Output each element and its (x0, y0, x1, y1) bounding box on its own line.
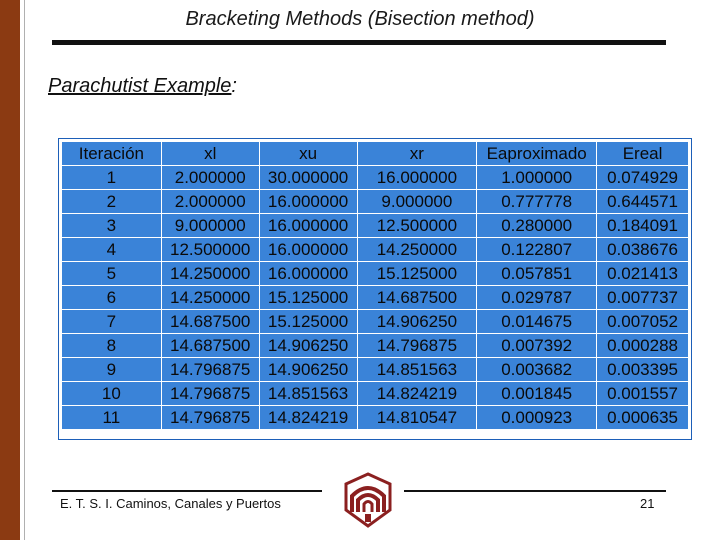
table-row (62, 238, 689, 262)
header-xr: xr (357, 142, 477, 166)
cell-xr: 14.906250 (357, 310, 477, 334)
cell-xr: 14.687500 (357, 286, 477, 310)
cell-xu: 16.000000 (259, 190, 357, 214)
cell-xl: 14.796875 (161, 382, 259, 406)
cell-ereal: 0.007737 (597, 286, 689, 310)
cell-xl: 2.000000 (161, 166, 259, 190)
table-row (62, 286, 689, 310)
cell-xl: 12.500000 (161, 238, 259, 262)
cell-xr: 14.250000 (357, 238, 477, 262)
cell-eaproximado: 0.777778 (477, 190, 597, 214)
cell-iteracion: 11 (62, 406, 162, 430)
cell-iteracion: 2 (62, 190, 162, 214)
cell-ereal: 0.003395 (597, 358, 689, 382)
table-row (62, 382, 689, 406)
header-eaproximado: Eaproximado (477, 142, 597, 166)
cell-xl: 14.250000 (161, 262, 259, 286)
cell-xr: 14.824219 (357, 382, 477, 406)
cell-ereal: 0.007052 (597, 310, 689, 334)
footer-rule-right (404, 490, 666, 492)
table-row (62, 166, 689, 190)
cell-eaproximado: 1.000000 (477, 166, 597, 190)
results-table-frame (58, 138, 692, 440)
table-body (62, 166, 689, 430)
left-accent-bar (0, 0, 20, 540)
cell-iteracion: 5 (62, 262, 162, 286)
cell-xl: 14.796875 (161, 406, 259, 430)
cell-xl: 2.000000 (161, 190, 259, 214)
cell-iteracion: 4 (62, 238, 162, 262)
table-row (62, 406, 689, 430)
table-row (62, 310, 689, 334)
cell-eaproximado: 0.001845 (477, 382, 597, 406)
header-ereal: Ereal (597, 142, 689, 166)
cell-eaproximado: 0.007392 (477, 334, 597, 358)
cell-iteracion: 8 (62, 334, 162, 358)
footer-rule-left (52, 490, 322, 492)
cell-eaproximado: 0.014675 (477, 310, 597, 334)
cell-xu: 14.906250 (259, 358, 357, 382)
cell-iteracion: 9 (62, 358, 162, 382)
table-row (62, 190, 689, 214)
cell-iteracion: 1 (62, 166, 162, 190)
page-number: 21 (640, 496, 655, 511)
cell-xu: 16.000000 (259, 238, 357, 262)
cell-xu: 30.000000 (259, 166, 357, 190)
cell-xr: 12.500000 (357, 214, 477, 238)
cell-eaproximado: 0.057851 (477, 262, 597, 286)
cell-xr: 15.125000 (357, 262, 477, 286)
cell-ereal: 0.021413 (597, 262, 689, 286)
cell-xr: 14.810547 (357, 406, 477, 430)
header-iteracion: Iteración (62, 142, 162, 166)
table-row (62, 214, 689, 238)
cell-xu: 14.906250 (259, 334, 357, 358)
header-xl: xl (161, 142, 259, 166)
university-logo (338, 470, 398, 530)
cell-ereal: 0.184091 (597, 214, 689, 238)
subtitle-text: Parachutist Example (48, 75, 232, 97)
cell-iteracion: 6 (62, 286, 162, 310)
cell-xr: 9.000000 (357, 190, 477, 214)
cell-xu: 16.000000 (259, 262, 357, 286)
table-header-row (62, 142, 689, 166)
cell-ereal: 0.038676 (597, 238, 689, 262)
cell-xu: 14.824219 (259, 406, 357, 430)
cell-xu: 15.125000 (259, 310, 357, 334)
title-rule (52, 40, 666, 45)
cell-xu: 16.000000 (259, 214, 357, 238)
cell-eaproximado: 0.003682 (477, 358, 597, 382)
slide-subtitle (48, 75, 237, 98)
cell-eaproximado: 0.280000 (477, 214, 597, 238)
cell-xl: 14.687500 (161, 334, 259, 358)
cell-eaproximado: 0.029787 (477, 286, 597, 310)
cell-ereal: 0.000635 (597, 406, 689, 430)
cell-xu: 14.851563 (259, 382, 357, 406)
cell-ereal: 0.001557 (597, 382, 689, 406)
cell-iteracion: 7 (62, 310, 162, 334)
left-accent-line (24, 0, 25, 540)
header-xu: xu (259, 142, 357, 166)
cell-xl: 14.687500 (161, 310, 259, 334)
slide-title: Bracketing Methods (Bisection method) (185, 8, 535, 30)
cell-ereal: 0.074929 (597, 166, 689, 190)
cell-iteracion: 3 (62, 214, 162, 238)
cell-xl: 14.250000 (161, 286, 259, 310)
cell-xr: 14.851563 (357, 358, 477, 382)
cell-xu: 15.125000 (259, 286, 357, 310)
cell-ereal: 0.000288 (597, 334, 689, 358)
footer-institution: E. T. S. I. Caminos, Canales y Puertos (60, 496, 281, 511)
bisection-table (61, 141, 689, 430)
cell-eaproximado: 0.000923 (477, 406, 597, 430)
cell-eaproximado: 0.122807 (477, 238, 597, 262)
table-row (62, 262, 689, 286)
cell-xl: 14.796875 (161, 358, 259, 382)
cell-ereal: 0.644571 (597, 190, 689, 214)
cell-xl: 9.000000 (161, 214, 259, 238)
cell-xr: 14.796875 (357, 334, 477, 358)
subtitle-colon: : (231, 75, 237, 97)
table-row (62, 334, 689, 358)
cell-iteracion: 10 (62, 382, 162, 406)
cell-xr: 16.000000 (357, 166, 477, 190)
table-row (62, 358, 689, 382)
